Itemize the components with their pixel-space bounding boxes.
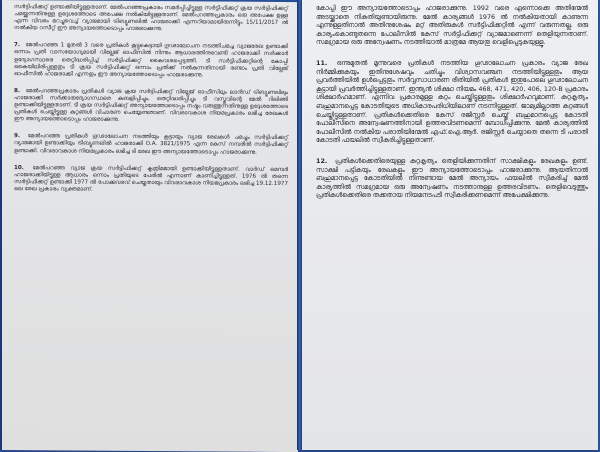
right-intro-paragraph: കോപ്പി ഈ അന്യായത്തോടൊപ്പം ഹാജരാക്കുന്നു. 1992 വരെ എന്നൊക്കെ അതിന്മേൽ അടയ്ക്കാതെ നികുതിയുണ്ടായിരുന്നു. മേൽ കാര്യങ്ങൾ 1976 ൽ നൽകിയതായി കാണുന്ന എന്നുള്ളതിനാൽ അതിനുശേഷം മറ്റ് അതിരുകൾ സർട്ടിഫിക്കറ്റിൽ എന്ന് വരുന്നതല്ല. ഒരു കാര്യംകൊണ്ടുതന്നെ പോലീസിൽ കേസ് സർട്ടിഫിക്കറ്റ് വ്യാജമാണെന്ന് തെളിയുന്നതാണ്. സമഗ്രമായ ഒരു അന്വേഷണം നടത്തിയാൽ മാത്രമേ ആയതു വെളിപ്പെടുകയുള്ളൂ. xyxy=(316,4,588,47)
left-page-body xyxy=(14,4,288,198)
paragraph-number: 10. xyxy=(14,164,24,171)
paragraph-number: 8. xyxy=(14,87,21,94)
right-page-body xyxy=(316,4,588,203)
paragraph-number: 9. xyxy=(14,133,21,140)
paragraph-text: മേൽപറഞ്ഞ പ്രതികൾ ഗൂഢാലോചന നടത്തിയും കൂട്ടായും വ്യാജ രേഖകൾ ചമച്ചും സർട്ടിഫിക്കറ്റ് വ്യാജമായി ഉണ്ടാക്കിയും ട്രിബ്യൂണലിൽ ഹാജരാക്കി O.A. 3821/1975 എന്ന കേസ് നമ്പരിൽ സർട്ടിഫിക്കറ്റ് ഉണ്ടാക്കി. വിവരാവകാശ നിയമപ്രകാരം ലഭിച്ച ടി രേഖ ഈ അന്യായത്തോടൊപ്പം ഹാജരാക്കുന്നു. xyxy=(14,133,288,156)
paragraph-11 xyxy=(316,59,588,145)
paragraph-text: മേൽപറഞ്ഞ 1 മുതൽ 3 വരെ പ്രതികൾ കൂട്ടുകെട്ടായി ഗൂഢാലോചന നടത്തിചമച്ച വ്യാജരേഖ ഉണ്ടാക്കി ഒന്നാം പ്രതി വാസയോഗ്യമായി വില്ലേജ് ഓഫീസിൽ നിന്നും ആധാരത്തിനുവേണ്ടി ഹാജരാക്കി സർക്കാർ ഉദ്യോഗസ്ഥരെ തെറ്റിദ്ധരിപ്പിച്ച് സർട്ടിഫിക്കറ്റ് കൈവശപ്പെടുത്തി. ടി സർട്ടിഫിക്കറ്റിന്റെ കോപ്പി കൈയിലിരിപ്പുള്ളതും ടി ക്രയ സർട്ടിഫിക്കറ്റ് ഒന്നാം പ്രതിക്ക് നൽകുന്നതിനായി രണ്ടാം പ്രതി വില്ലേജ് ഓഫീസിൽ ഹാജരാക്കി എന്നതും ഈ അന്യായത്തോടൊപ്പം ഹാജരാക്കുന്നു. xyxy=(14,42,288,79)
paragraph-text: മേൽപറഞ്ഞപ്രകാരം പ്രതികൾ വ്യാജ ക്രയ സർട്ടിഫിക്കറ്റ് വില്ലേജ് ഓഫീസിലും ലാൻഡ് ട്രിബ്യൂണലിലും ഹാജരാക്കി സർക്കാരുദ്യോഗസ്ഥരെ കബളിപ്പിച്ചും, തെറ്റിദ്ധരിപ്പിച്ചും ടി വസ്തുവിന്റെ മേൽ റിലിങ്ങി ഉണ്ടാക്കിയിട്ടുള്ളതാണ്. ടി ക്രയ സർട്ടിഫിക്കറ്റ് അന്യായത്തോടൊപ്പം നഷ്ടം വരുത്തുന്നതിനുള്ള ഉദ്ദേശത്തോടെ പ്രതികൾ ചെയ്തിട്ടുള്ള കുറ്റങ്ങൾ വിചാരണ ചെയ്യേണ്ടതാണ്. വിവരാവകാശ നിയമപ്രകാരം ലഭിച്ച രേഖകൾ ഈ അന്യായത്തോടൊപ്പം ഹാജരാക്കുന്നു. xyxy=(14,88,289,124)
paragraph-number: 12. xyxy=(316,156,328,165)
paragraph-10 xyxy=(14,165,288,195)
paragraph-text: മേൽപറഞ്ഞ വ്യാജ ക്രയ സർട്ടിഫിക്കറ്റ് കൃത്രിമമായി ഉണ്ടാക്കിയിട്ടുള്ളതാണ്. വാർഡ് മെമ്പർ ഹാജരാക്കിയിട്ടുള്ള ആധാരം ഒന്നാം പ്രതിയുടെ പേരിൽ എന്നാണ് കാണിച്ചിട്ടുള്ളത്. 1976 ൽ തന്നെ സർട്ടിഫിക്കറ്റ് ഉണ്ടാക്കി 1977 ൽ പോക്കുവരവ് ചെയ്തതായും വിവരാവകാശ നിയമപ്രകാരം ലഭിച്ച 19.12.1977 ലെ രേഖ പ്രകാരം വ്യക്തമാണ്. xyxy=(14,164,288,193)
left-intro-paragraph: സർട്ടിഫിക്കറ്റ് ഉണ്ടാക്കിയിട്ടുള്ളതാണ്. മേൽപറഞ്ഞപ്രകാരം സമർപ്പിച്ചിട്ടുള്ള സർട്ടിഫിക്കറ്റ് ക്രയ സർട്ടിഫിക്കറ്റ് ചമയ്ക്കുന്നതിനുള്ള ഉദ്ദേശത്തോടെ അപേക്ഷ നൽകിയിട്ടുള്ളതാണ്. മേൽപറഞ്ഞപ്രകാരം ഒരു അപേക്ഷ ഉള്ള എന്ന വിവരം മറച്ചുവെച്ച് വ്യാജമായി ട്രിബ്യൂണലിൽ ഹാജരാക്കി എന്നറിയാമായിരുന്നിട്ടും 15/11/2017 ൽ നൽകിയ റസീറ്റ് ഈ അന്യായത്തോടൊപ്പം ഹാജരാക്കുന്നു. xyxy=(14,4,288,33)
paragraph-7 xyxy=(14,42,288,79)
paragraph-9 xyxy=(14,133,288,156)
paragraph-text: ഒന്നുമുതൽ മൂന്നുവരെ പ്രതികൾ നടത്തിയ ഗൂഢാലോചന പ്രകാരം വ്യാജ രേഖ നിർമ്മിക്കുകയും ഇതിനുശേഷവും ചതിച്ചും വിശ്വാസവഞ്ചന നടത്തിയിട്ടുള്ളതും ആയ പ്രവർത്തിയിൽ ഉൾപ്പെട്ടതും സർവ്വസാധാരണ രീതിയിൽ പ്രതികൾ ഇതുപോലെ ഗൂഢാലോചന കൂട്ടായി പ്രവർത്തിച്ചിട്ടുള്ളതാണ്. ഇന്ത്യൻ ശിക്ഷാ നിയമം 468, 471, 420, 406, 120-B പ്രകാരം ശിക്ഷാർഹമാണ്. എന്നിവ പ്രകാരമുള്ള കുറ്റം ചെയ്തിട്ടുള്ളതും ശിക്ഷാർഹവുമാണ്. കുറ്റകൃത്യം ബഹുമാനപ്പെട്ട കോടതിയുടെ അധികാരപരിധിയിലാണ് നടന്നിട്ടുള്ളത്. ജാമ്യമില്ലാത്ത കുറ്റങ്ങൾ ചെയ്തിട്ടുള്ളതാണ്. പ്രതികൾക്കെതിരെ കേസ് രജിസ്റ്റർ ചെയ്ത് ബഹുമാനപ്പെട്ട കോടതി പോലീസിനെ അന്വേഷണത്തിനായി ഉത്തരവിടണമെന്ന് ബോധിപ്പിക്കുന്നു. മേൽ കാര്യത്തിൽ പോലീസിൽ നൽകിയ പരാതിയിന്മേൽ എഫ്.ഐ.ആർ. രജിസ്റ്റർ ചെയ്യാതെ തന്നെ ടി പരാതി കോടതി ഫയലിൽ സ്വീകരിച്ചിട്ടുള്ളതാണ്. xyxy=(316,58,588,145)
right-document-page xyxy=(302,0,598,450)
left-document-page xyxy=(2,0,298,452)
paragraph-8 xyxy=(14,88,288,125)
paragraph-number: 7. xyxy=(14,42,21,49)
paragraph-text: പ്രതികൾക്കെതിരെയുള്ള കുറ്റകൃത്യം തെളിയിക്കുന്നതിന് സാക്ഷികളും രേഖകളും ഉണ്ട്. സാക്ഷി പട്ടികയും രേഖകളും ഈ അന്യായത്തോടൊപ്പം ഹാജരാക്കുന്നു. ആയതിനാൽ ബഹുമാനപ്പെട്ട കോടതിയിൽ നിന്നുണ്ടായ മേൽ അന്യായം ഫയലിൽ സ്വീകരിച്ച് മേൽ കാര്യത്തിൽ സമഗ്രമായ ഒരു അന്വേഷണം നടത്താനുള്ള ഉത്തരവിടണം. തെളിവെടുത്തും പ്രതികൾക്കെതിരെ തക്കതായ നിയമനടപടി സ്വീകരിക്കണമെന്ന് അപേക്ഷിക്കുന്നു. xyxy=(316,156,588,200)
paragraph-12 xyxy=(316,157,588,200)
paragraph-number: 11. xyxy=(316,58,328,67)
